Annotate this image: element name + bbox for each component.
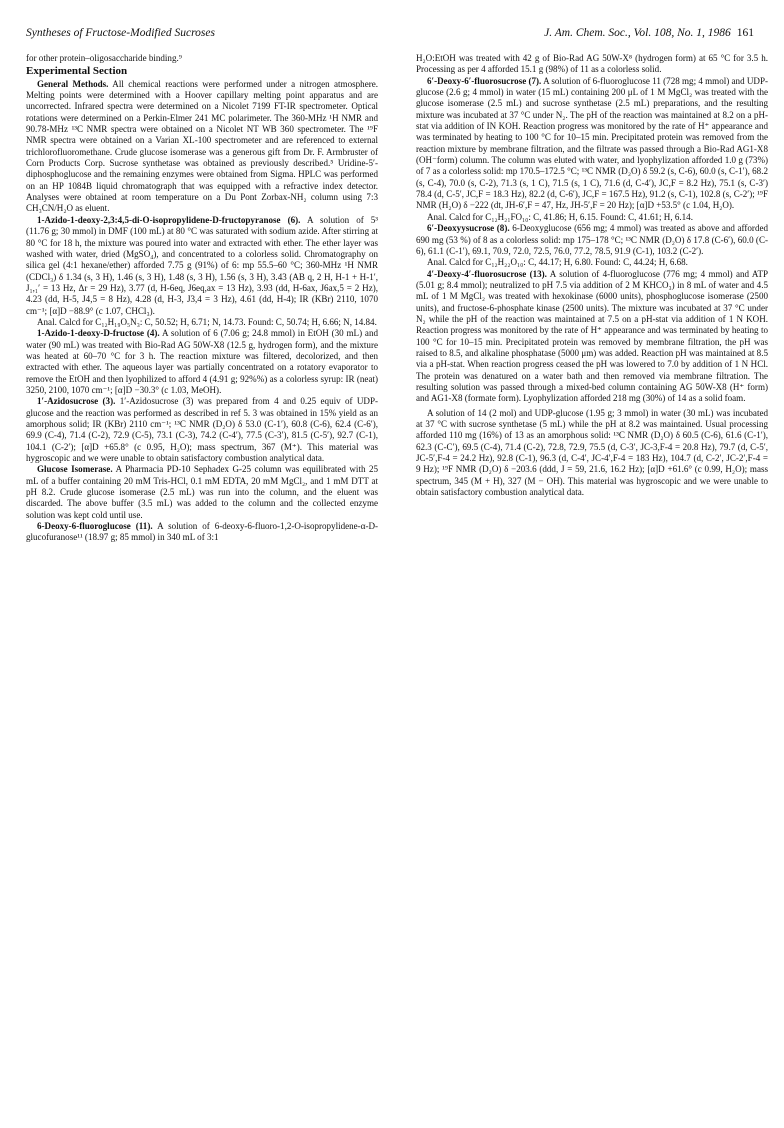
paragraph-text: A solution of 6-fluoroglucose 11 (728 mg; 4 mmol) and UDP-glucose (2.6 g; 4 mmol) in water (15 mL) containing 200 μL of 1 M MgCl₂ was treated with the glucose isomerase (2.5 mL) and sucrose synthetase (2.5 mL) preparations, and the resulting mixture was incubated at 37 °C under N₂. The pH of the reaction was maintained at 8.2 on a pH-stat via addition of IN KOH. Reaction progress was monitored by the rate of H⁺ appearance and was terminated by heating to 100 °C for 10–15 min. Precipitated protein was removed from the reaction mixture by membrane filtration, and the filtrate was passed through a Bio-Rad AG1-X8 (OH⁻form) column. The column was eluted with water, and lyophylization afforded 1.0 g (73%) of 7 as a colorless solid: mp 170.5–172.5 °C; ¹³C NMR (D₂O) δ 59.2 (s, C-6), 60.0 (s, C-1′), 68.2 (s, C-4), 70.0 (s, C-2), 71.3 (s, 1 C), 71.5 (s, 1 C), 71.6 (d, C-4′), JC,F = 8.2 Hz), 75.1 (s, C-3′) 78.4 (d, C-5′, JC,F = 18.3 Hz), 82.2 (d, C-6′), JC,F = 167.5 Hz), 91.2 (s, C-1), 102.8 (s, C-2′); ¹⁹F NMR (H₂O) δ −222 (dt, JH-6′,F = 47, Hz, JH-5′,F = 20 Hz); [α]D +53.5° (c 1.04, H₂O). — [416, 75, 768, 211]
analysis-compound-6: Anal. Calcd for C₁₂H₁₉O₅N₃: C, 50.52; H, 6.71; N, 14.73. Found: C, 50.74; H, 6.66; N, 14.84. — [37, 316, 377, 327]
paragraph-compound-13 — [416, 269, 768, 405]
paragraph-text: A solution of 4-fluoroglucose (776 mg; 4 mmol) and ATP (5.01 g; 8.4 mmol); neutralized to pH 7.5 via addition of 2 M KHCO₃) in 8 mL of water and 4.5 mL of 1 M MgCl₂ was treated with hexokinase (6000 units), phosphoglucose isomerase (2500 units), and fructose-6-phosphate kinase (2500 units). The mixture was incubated at 37 °C under N₂ while the pH of the reaction was maintained at 7.5 on a pH-stat via addition of 1 N KOH. Reaction progress was monitored by the rate of H⁺ appearance and was terminated by heating to 100 °C for 10–15 min. Precipitated protein was removed by membrane filtration, the pH was raised to 8.5, and alkaline phosphatase (5000 μm) was added. Reaction pH was maintained at 8.5 via a pH-stat. When reaction progress ceased the pH was lowered to 7.0 by addition of 1 N HCl. The protein was denatured on a water bath and then removed via membrane filtration. The resulting solution was passed through a mixed-bed column containing AG 50W-X8 (H⁺ form) and AG1-X8 (formate form). Lyophylization afforded 218 mg (30%) of 14 as a solid foam. — [416, 268, 768, 404]
paragraph-compound-13-cont: A solution of 14 (2 mol) and UDP-glucose (1.95 g; 3 mmol) in water (30 mL) was incubated at 37 °C with sucrose synthetase (5 mL) while the pH at 8.2 was maintained. Usual processing afforded 110 mg (16%) of 13 as an amorphous solid: ¹³C NMR (D₂O) δ 60.5 (C-6), 61.6 (C-1′), 62.3 (C-C′), 69.5 (C-4), 71.4 (C-2), 72.8, 72.9, 75.5 (d, C-3′, JC-3,F-4 = 20.8 Hz), 79.7 (d, C-5′, JC-5′,F-4 = 24.2 Hz), 92.8 (C-1), 96.3 (d, C-4′, JC-4′,F-4 = 183 Hz), 104.7 (d, C-2′, JC-2′,F-4 = 9 Hz); ¹⁹F NMR (D₂O) δ −203.6 (ddd, J = 59, 21.6, 16.2 Hz); [α]D +61.6° (c 0.99, H₂O); mass spectrum, 345 (M + H), 327 (M − OH). This material was hygroscopic and we were unable to obtain satisfactory combustion analytical data. — [416, 407, 768, 498]
paragraph-compound-3 — [26, 396, 378, 464]
run-in-heading: General Methods. — [37, 78, 109, 89]
section-title: Experimental Section — [26, 65, 128, 78]
analysis-compound-7: Anal. Calcd for C₁₂H₂₁FO₁₀: C, 41.86; H, 6.15. Found: C, 41.61; H, 6.14. — [427, 211, 693, 222]
paragraph-text: A solution of 6 (7.06 g; 24.8 mmol) in EtOH (30 mL) and water (90 mL) was treated with Bio-Rad AG 50W-X8 (12.5 g, hydrogen form), and the mixture was heated at 60–70 °C for 3 h. The reaction mixture was filtered, decolorized, and then extracted with ether. The aqueous layer was partially concentrated on a rotatory evaporator to remove the EtOH and then lyophilized to afford 4 (4.91 g; 92%%) as a colorless syrup: IR (neat) 3250, 2100, 1070 cm⁻¹; [α]D −30.3° (c 1.03, MeOH). — [26, 328, 378, 395]
left-column — [26, 53, 378, 544]
journal-header — [544, 27, 754, 39]
run-in-heading: 1-Azido-1-deoxy-2,3:4,5-di-O-isopropylidene-D-fructopyranose (6). — [37, 214, 301, 225]
paragraph-text: A Pharmacia PD-10 Sephadex G-25 column was equilibrated with 25 mL of a buffer containing 20 mM Tris-HCl, 0.1 mM EDTA, 20 mM MgCl₂, and 1 mM DTT at pH 8.2. Crude glucose isomerase (2.5 mL) was run into the column, and the eluent was discarded. The above buffer (3.5 mL) was added to the column and the collected enzyme solution was kept cold until use. — [26, 464, 379, 520]
analysis-compound-8: Anal. Calcd for C₁₂H₂₂O₁₀: C, 44.17; H, 6.80. Found: C, 44.24; H, 6.68. — [427, 257, 688, 268]
journal-citation: J. Am. Chem. Soc., Vol. 108, No. 1, 1986 — [544, 27, 731, 39]
run-in-heading: 1′-Azidosucrose (3). — [37, 396, 116, 407]
paragraph-glucose-isomerase — [26, 464, 378, 521]
paragraph-text: 6-Deoxyglucose (656 mg; 4 mmol) was treated as above and afforded 690 mg (53 %) of 8 as a colorless solid: mp 175–178 °C; ¹³C NMR (D₂O) δ 17.8 (C-6′), 60.0 (C-6), 61.1 (C-1′), 69.1, 70.9, 72.0, 72.5, 76.0, 77.2, 78.5, 91.9 (C-1), 103.2 (C-2′). — [416, 223, 769, 256]
paragraph-compound-8 — [416, 223, 768, 257]
run-in-heading: 4′-Deoxy-4′-fluorosucrose (13). — [427, 268, 547, 279]
run-in-heading: 6′-Deoxyysucrose (8). — [427, 223, 510, 234]
paragraph-compound-6 — [26, 215, 378, 317]
page-number: 161 — [736, 27, 754, 39]
run-in-heading: 6-Deoxy-6-fluoroglucose (11). — [37, 521, 153, 532]
paragraph-text: A solution of 5³ (11.76 g; 30 mmol) in DMF (100 mL) at 80 °C was saturated with sodium azide. After stirring at 80 °C for 18 h, the mixture was poured into water and extracted with ether. The ether layer was washed with water, dried (MgSO₄), and concentrated to a colorless solid. Chromatography on silica gel (4:1 hexane/ether) afforded 7.75 g (91%) of 6: mp 55.5–60 °C; 360-MHz ¹H NMR (CDCl₃) δ 1.34 (s, 3 H), 1.46 (s, 3 H), 1.48 (s, 3 H), 1.56 (s, 3 H), 3.43 (AB q, 2 H, H-1 + H-1′, J₁,₁′ = 13 Hz, Δr = 29 Hz), 3.77 (d, H-6eq, J6eq,ax = 13 Hz), 3.93 (dd, H-6ax, J6ax,5 = 2 Hz), 4.23 (dd, H-5, J4,5 = 8 Hz), 4.28 (d, H-3, J3,4 = 3 Hz), 4.61 (dd, H-4); IR (KBr) 2110, 1070 cm⁻¹; [α]D −88.9° (c 1.07, CHCl₃). — [26, 214, 378, 316]
paragraph-general-methods — [26, 79, 378, 215]
run-in-heading: Glucose Isomerase. — [37, 464, 113, 475]
intro-tail: for other protein–oligosaccharide binding.⁹ — [26, 53, 182, 63]
paragraph-compound-11 — [26, 521, 378, 544]
paragraph-text: 1′-Azidosucrose (3) was prepared from 4 and 0.25 equiv of UDP-glucose and the reaction was performed as described in ref 5. 3 was obtained in 15% yield as an amorphous solid; IR (KBr) 2110 cm⁻¹; ¹³C NMR (D₂O) δ 53.0 (C-1′), 60.8 (C-6), 62.4 (C-6′), 69.9 (C-4), 71.4 (C-2), 72.9 (C-5), 73.1 (C-3), 74.2 (C-4′), 77.5 (C-3′), 81.5 (C-5′), 92.7 (C-1), 104.1 (C-2′); [α]D +65.8° (c 0.95, H₂O); mass spectrum, 367 (M⁺). This material was hygroscopic and we were unable to obtain satisfactory combustion analytical data. — [26, 396, 378, 464]
paragraph-compound-4 — [26, 328, 378, 396]
paragraph-continued: H₂O:EtOH was treated with 42 g of Bio-Rad AG 50W-X⁸ (hydrogen form) at 65 °C for 3.5 h. Processing as per 4 afforded 15.1 g (98%) of 11 as a colorless solid. — [416, 53, 768, 75]
paragraph-text: A solution of 6-deoxy-6-fluoro-1,2-O-isopropylidene-α-D-glucofuranose¹¹ (18.97 g; 85 mmol) in 340 mL of 3:1 — [26, 521, 378, 543]
paragraph-compound-7 — [416, 76, 768, 212]
running-title: Syntheses of Fructose-Modified Sucroses — [26, 27, 215, 39]
run-in-heading: 6′-Deoxy-6′-fluorosucrose (7). — [427, 75, 542, 86]
right-column — [416, 53, 768, 498]
run-in-heading: 1-Azido-1-deoxy-D-fructose (4). — [37, 328, 160, 339]
paragraph-text: All chemical reactions were performed under a nitrogen atmosphere. Melting points were determined with a Hoover capillary melting point apparatus and are uncorrected. Infrared spectra were determined on a Nicolet 7199 FT-IR spectrometer. Optical rotations were determined on a Perkin-Elmer 241 MC polarimeter. The 360-MHz ¹H NMR and 90.78-MHz ¹³C NMR spectra were obtained on a Nicolet NT WB 360 spectrometer. The ¹⁹F NMR spectra were obtained on a Varian XL-100 spectrometer and are referenced to external trichlorofluoromethane. Crude glucose isomerase was a generous gift from Dr. F. Armbruster of Corn Products Corp. Sucrose synthetase was obtained as previously described.⁵ Uridine-5′-diphosphoglucose and the remaining enzymes were obtained from Sigma. HPLC was performed on an HP 1084B liquid chromatograph that was equipped with a refractive index detector. Analyses were obtained at room temperature on a Du Pont Zorbax-NH₂ column using 7:3 CH₃CN/H₂O as eluent. — [26, 78, 378, 214]
